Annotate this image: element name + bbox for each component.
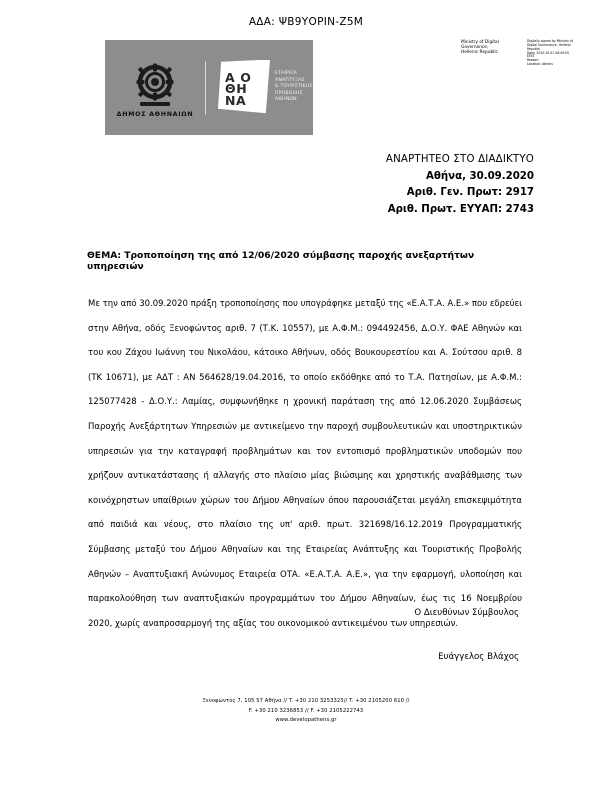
place-and-date: Αθήνα, 30.09.2020 xyxy=(426,170,534,182)
eata-description-line-3: & ΤΟΥΡΙΣΤΙΚΗΣ xyxy=(275,84,313,90)
eata-description-line-1: ΕΤΑΙΡΕΙΑ xyxy=(275,70,297,76)
eata-logo xyxy=(206,40,313,135)
city-seal-spokes-icon xyxy=(136,63,174,101)
digital-signature-authority xyxy=(461,40,523,67)
digital-signature-detail-line-5: EEST xyxy=(527,54,535,59)
digital-signature-authority-line-1: Ministry of Digital xyxy=(461,40,499,45)
digital-signature-detail-line-7: Location: Athens xyxy=(527,62,553,67)
digital-signature-detail-line-4: Date: 2020.10.01 08:49:05 xyxy=(527,50,570,55)
digital-signature-stamp xyxy=(461,40,606,67)
signatory-name: Ευάγγελος Βλάχος xyxy=(438,652,519,662)
eata-letters-line-2: ΘΗ xyxy=(225,81,248,97)
city-seal-base-icon xyxy=(140,102,170,106)
document-body xyxy=(88,292,522,636)
dimos-athinaion-logo xyxy=(105,40,205,135)
letterhead-logo-band xyxy=(105,40,313,135)
publication-notice: ΑΝΑΡΤΗΤΕΟ ΣΤΟ ΔΙΑΔΙΚΤΥΟ xyxy=(385,154,534,165)
footer-fax-line: F. +30 210 3236853 // F. +30 2105222743 xyxy=(248,707,364,714)
eata-letters-line-1: Α Ο xyxy=(225,69,252,85)
footer-address-line: Ξενοφώντος 7, 105 57 Αθήνα // T. +30 210 3253323// T. +30 2105200 610 // xyxy=(202,698,410,704)
dimos-athinaion-label: ΔΗΜΟΣ ΑΘΗΝΑΙΩΝ xyxy=(116,111,194,118)
subject-line: ΘΕΜΑ: Τροποποίηση της από 12/06/2020 σύμβασης παροχής ανεξαρτήτων υπηρεσιών xyxy=(87,250,475,272)
city-seal-icon xyxy=(136,63,174,101)
document-header-block xyxy=(386,152,534,218)
digital-signature-details xyxy=(527,40,603,67)
eata-description-line-4: ΠΡΟΒΟΛΗΣ xyxy=(275,90,303,96)
ada-code: ΑΔΑ: ΨΒ9ΥΟΡΙΝ-Ζ5Μ xyxy=(248,16,364,28)
eata-letters-line-3: ΝΑ xyxy=(225,93,247,109)
digital-signature-detail-line-6: Reason: xyxy=(527,58,540,63)
digital-signature-authority-line-2: Governance, xyxy=(461,45,489,51)
eata-description xyxy=(275,71,312,104)
digital-signature-detail-line-1: Digitally signed by Ministry of xyxy=(527,39,573,43)
digital-signature-detail-line-3: Republic xyxy=(527,46,541,51)
eata-mark-icon xyxy=(218,60,270,116)
eata-description-line-5: ΑΘΗΝΩΝ xyxy=(275,97,297,103)
document-footer xyxy=(0,697,612,726)
signatory-role: Ο Διευθύνων Σύμβουλος xyxy=(414,608,519,618)
footer-website: www.developathens.gr xyxy=(275,717,337,724)
digital-signature-detail-line-2: Digital Governance, Hellenic xyxy=(527,42,572,47)
eyyap-protocol-number: Αριθ. Πρωτ. ΕΥΥΑΠ: 2743 xyxy=(387,203,534,215)
eata-description-line-2: ΑΝΑΠΤΥΞΗΣ xyxy=(275,77,305,83)
body-paragraph: Με την από 30.09.2020 πράξη τροποποίησης που υπογράφηκε μεταξύ της «Ε.Α.Τ.Α. Α.Ε.» που εδρεύει στην Αθήνα, οδός Ξενοφώντος αριθ. 7 (Τ.Κ. 10557), με Α.Φ.Μ.: 094492456, Δ.Ο.Υ. ΦΑΕ Αθηνών και του κου Ζάχου Ιωάννη του Νικολάου, κάτοικο Αθήνων, οδός Βουκουρεστίου και Α. Σούτσου αριθ. 8 (ΤΚ 10671), με ΑΔΤ : ΑΝ 564628/19.04.2016, το οποίο εκδόθηκε από το Τ.Α. Πατησίων, με Α.Φ.Μ.: 125077428 - Δ.Ο.Υ.: Λαμίας, συμφωνήθηκε η χρονική παράταση της από 12.06.2020 Συμβάσεως Παροχής Ανεξάρτητων Υπηρεσιών με αντικείμενο την παροχή συμβουλευτικών και υποστηρικτικών υπηρεσιών για την καταγραφή προβλημάτων και τον εντοπισμό προβληματικών υποδομών που χρήζουν αντικατάστασης ή αλλαγής στο πλαίσιο μίας βιώσιμης και χρηστικής αναβάθμισης των κοινόχρηστων υπαίθριων χώρων του Δήμου Αθηναίων όπου παρουσιάζεται μεγάλη επισκεψιμότητα από παιδιά και νέους, στο πλαίσιο της υπ' αριθ. πρωτ. 321698/16.12.2019 Προγραμματικής Σύμβασης μεταξύ του Δήμου Αθηναίων και της Εταιρείας Ανάπτυξης και Τουριστικής Προβολής Αθηνών – Αναπτυξιακή Ανώνυμος Εταιρεία ΟΤΑ. «Ε.Α.Τ.Α. Α.Ε.», για την εφαρμογή, υλοποίηση και παρακολούθηση των αναπτυξιακών προγραμμάτων του Δήμου Αθηναίων, έως τις 16 Νοεμβρίου 2020, χωρίς αναπροσαρμογή της αξίας του οικονομικού αντικειμένου των υπηρεσιών. xyxy=(88,299,522,629)
eata-letters xyxy=(225,69,252,109)
digital-signature-authority-line-3: Hellenic Republic xyxy=(461,50,498,56)
general-protocol-number: Αριθ. Γεν. Πρωτ: 2917 xyxy=(406,187,534,199)
